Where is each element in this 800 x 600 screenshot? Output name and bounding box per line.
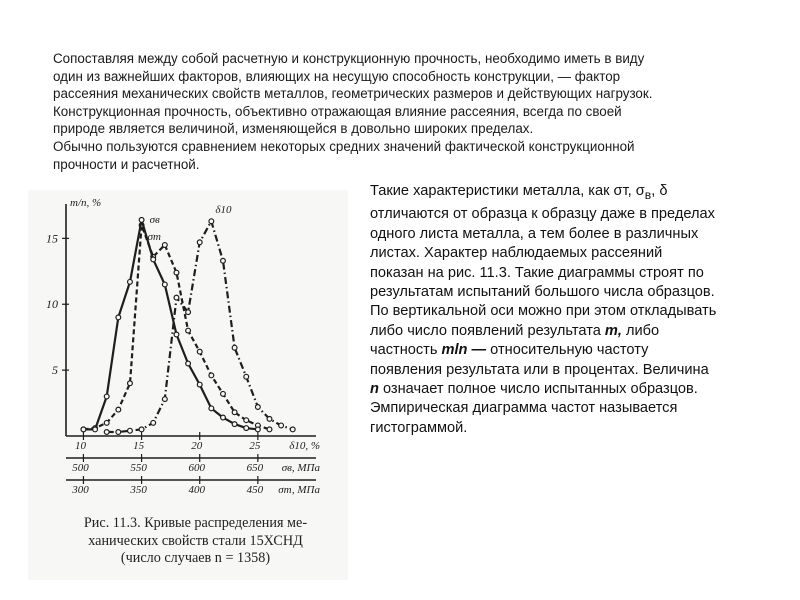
intro-line: один из важнейших факторов, влияющих на несущую способность конструкции, — фактор — [53, 68, 621, 84]
intro-line: природе является величиной, изменяющейся в довольно широких пределах. — [53, 121, 534, 137]
side-text-fragment: Такие характеристики металла, как σт, σ — [370, 183, 645, 199]
data-point-sigma_t — [104, 394, 109, 399]
data-point-delta — [128, 428, 133, 433]
side-text-line: одного листа металла, а тем более в различных — [370, 225, 699, 242]
series-label-sigma_t: σт — [147, 230, 161, 243]
y-tick-label: 15 — [46, 231, 58, 246]
data-point-sigma_b — [232, 410, 237, 415]
y-axis-label: m/n, % — [70, 197, 102, 209]
x-tick-label-sigma_b: 600 — [188, 462, 205, 474]
x-tick-label-sigma_b: 500 — [72, 462, 89, 474]
data-point-delta — [221, 258, 226, 263]
data-point-sigma_b — [186, 328, 191, 333]
data-point-sigma_t — [209, 406, 214, 411]
x-tick-label-sigma_t: 350 — [130, 484, 147, 496]
x-tick-label-delta: 10 — [74, 440, 86, 452]
emphasis-m: m, — [604, 322, 622, 339]
figure-11-3 — [28, 190, 348, 580]
data-point-sigma_b — [267, 427, 272, 432]
side-text-fragment: либо число появлений результата — [370, 322, 605, 339]
intro-line: рассеяния механических свойств металлов, геометрических размеров и действующих нагрузок. — [53, 86, 653, 102]
data-point-sigma_b — [116, 407, 121, 412]
x-tick-label-sigma_t: 400 — [188, 484, 205, 496]
data-point-delta — [174, 295, 179, 300]
data-point-delta — [267, 416, 272, 421]
side-text-line — [370, 380, 795, 399]
data-point-delta — [162, 397, 167, 402]
x-tick-label-delta: 15 — [133, 440, 145, 452]
histogram-description — [370, 182, 795, 438]
caption-line: ханических свойств стали 15ХСНД — [88, 532, 303, 549]
side-text-line: показан на рис. 11.3. Такие диаграммы строят по — [370, 264, 704, 281]
side-text-fragment: относительную частоту — [486, 342, 649, 359]
data-point-sigma_t — [221, 415, 226, 420]
data-point-sigma_t — [81, 427, 86, 432]
data-point-sigma_t — [197, 382, 202, 387]
x-tick-label-sigma_b: 550 — [130, 462, 147, 474]
data-point-sigma_t — [174, 332, 179, 337]
side-text-line: По вертикальной оси можно при этом откладывать — [370, 303, 717, 320]
data-point-sigma_b — [104, 420, 109, 425]
sigma-b-subscript: в — [644, 187, 652, 202]
intro-line: Обычно пользуются сравнением некоторых средних значений фактической конструкционной — [53, 138, 635, 154]
side-text-line: результатам испытаний большого числа образцов. — [370, 283, 715, 300]
side-text-fragment: либо — [621, 322, 660, 339]
data-point-sigma_t — [255, 427, 260, 432]
data-point-delta — [209, 219, 214, 224]
data-point-delta — [244, 374, 249, 379]
intro-paragraph — [53, 50, 773, 173]
data-point-sigma_t — [244, 426, 249, 431]
data-point-sigma_b — [197, 349, 202, 354]
side-text-line: Эмпирическая диаграмма частот называется — [370, 400, 678, 417]
series-label-sigma_b: σв — [149, 214, 160, 227]
caption-line: Рис. 11.3. Кривые распределения ме- — [83, 515, 308, 531]
y-tick-label: 10 — [46, 297, 58, 312]
data-point-delta — [232, 345, 237, 350]
data-point-sigma_t — [162, 282, 167, 287]
distribution-chart — [28, 190, 348, 510]
side-text-fragment: , δ — [651, 183, 668, 199]
side-text-fragment: частность — [370, 342, 442, 359]
data-point-sigma_t — [139, 218, 144, 223]
x-tick-label-delta: 25 — [249, 440, 261, 452]
x-axis-unit-sigma_b: σв, МПа — [281, 462, 320, 474]
data-point-sigma_b — [128, 381, 133, 386]
data-point-delta — [139, 427, 144, 432]
data-point-sigma_t — [128, 279, 133, 284]
caption-line: (число случаев n = 1358) — [120, 550, 271, 566]
series-line-sigma_b — [83, 225, 269, 429]
data-point-sigma_b — [174, 270, 179, 275]
data-point-sigma_t — [116, 315, 121, 320]
side-text-fragment: означает полное число испытанных образцов. — [378, 380, 698, 397]
data-point-sigma_t — [93, 427, 98, 432]
data-point-delta — [116, 430, 121, 435]
data-point-sigma_t — [151, 257, 156, 262]
side-text-line: появления результата или в процентах. Величина — [370, 361, 709, 378]
side-text-line: отличаются от образца к образцу даже в пределах — [370, 206, 715, 223]
data-point-sigma_t — [186, 361, 191, 366]
figure-caption — [48, 515, 343, 568]
data-point-delta — [279, 423, 284, 428]
emphasis-mn: mln — — [441, 342, 487, 359]
intro-line: Сопоставляя между собой расчетную и конструкционную прочность, необходимо иметь в виду — [53, 51, 645, 66]
data-point-sigma_b — [244, 418, 249, 423]
x-tick-label-sigma_b: 650 — [246, 462, 264, 474]
data-point-sigma_b — [221, 391, 226, 396]
data-point-sigma_b — [162, 243, 167, 248]
x-tick-label-sigma_t: 300 — [72, 484, 89, 496]
series-label-delta: δ10 — [215, 204, 232, 217]
intro-line: Конструкционная прочность, объективно отражающая влияние рассеяния, всегда по своей — [53, 103, 622, 119]
side-text-line — [370, 341, 795, 360]
x-tick-label-delta: 20 — [191, 440, 203, 452]
data-point-delta — [197, 240, 202, 245]
x-tick-label-sigma_t: 450 — [246, 484, 264, 496]
data-point-delta — [290, 427, 295, 432]
x-axis-unit-sigma_t: σт, МПа — [278, 484, 320, 496]
x-axis-unit-delta: δ10, % — [289, 440, 320, 452]
data-point-delta — [255, 405, 260, 410]
data-point-delta — [151, 420, 156, 425]
side-text-line: гистограммой. — [370, 419, 468, 436]
intro-line: прочности и расчетной. — [53, 156, 200, 172]
side-text-line — [370, 322, 795, 341]
side-text-line — [370, 182, 795, 205]
y-tick-label: 5 — [52, 363, 58, 378]
data-point-sigma_b — [209, 373, 214, 378]
data-point-delta — [186, 310, 191, 315]
side-text-line: листах. Характер наблюдаемых рассеяний — [370, 245, 663, 262]
emphasis-n: n — [370, 380, 379, 397]
data-point-sigma_t — [232, 422, 237, 427]
data-point-delta — [104, 430, 109, 435]
